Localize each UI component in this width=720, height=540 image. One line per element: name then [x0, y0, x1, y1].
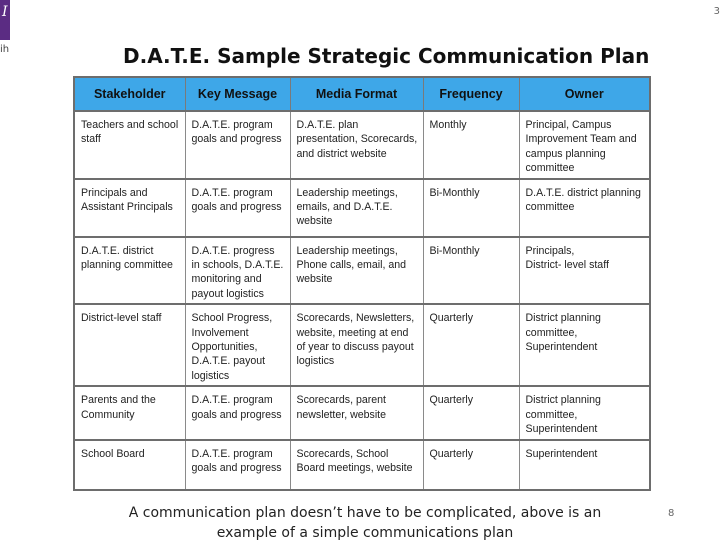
column-header: Stakeholder — [74, 77, 185, 111]
table-cell: District-level staff — [74, 304, 185, 386]
column-header: Key Message — [185, 77, 290, 111]
table-cell: Bi-Monthly — [423, 237, 519, 305]
table-row — [74, 237, 650, 305]
corner-logo-glyph: I — [2, 4, 8, 20]
communication-plan-table — [73, 76, 651, 491]
slide-title: D.A.T.E. Sample Strategic Communication Plan — [123, 44, 650, 68]
table-cell: Teachers and school staff — [74, 111, 185, 179]
table-cell: Superintendent — [519, 440, 650, 490]
table-cell: Scorecards, School Board meetings, website — [290, 440, 423, 490]
table-cell: Leadership meetings, emails, and D.A.T.E. website — [290, 179, 423, 237]
table-cell: Principal, Campus Improvement Team and campus planning committee — [519, 111, 650, 179]
table-cell: Quarterly — [423, 304, 519, 386]
table-cell: D.A.T.E. district planning committee — [519, 179, 650, 237]
table-cell: D.A.T.E. program goals and progress — [185, 440, 290, 490]
column-header: Media Format — [290, 77, 423, 111]
table-cell: D.A.T.E. program goals and progress — [185, 386, 290, 439]
table-cell: Parents and the Community — [74, 386, 185, 439]
table-cell: Principals, District- level staff — [519, 237, 650, 305]
page-number: 8 — [668, 508, 675, 519]
table-cell: Principals and Assistant Principals — [74, 179, 185, 237]
table-cell: D.A.T.E. district planning committee — [74, 237, 185, 305]
table-cell: D.A.T.E. progress in schools, D.A.T.E. monitoring and payout logistics — [185, 237, 290, 305]
table-cell: Leadership meetings, Phone calls, email, and website — [290, 237, 423, 305]
table-cell: D.A.T.E. program goals and progress — [185, 111, 290, 179]
corner-logo-mark — [0, 0, 10, 40]
table-cell: Monthly — [423, 111, 519, 179]
table-header-row — [74, 77, 650, 111]
table-row — [74, 179, 650, 237]
table-cell: District planning committee, Superintendent — [519, 386, 650, 439]
table-cell: Bi-Monthly — [423, 179, 519, 237]
table-cell: School Board — [74, 440, 185, 490]
table-cell: Scorecards, Newsletters, website, meeting at end of year to discuss payout logistics — [290, 304, 423, 386]
column-header: Owner — [519, 77, 650, 111]
slide-caption: A communication plan doesn’t have to be complicated, above is an example of a simple communications plan — [128, 505, 602, 540]
table-row — [74, 111, 650, 179]
table-cell: Scorecards, parent newsletter, website — [290, 386, 423, 439]
table-row — [74, 440, 650, 490]
edge-mark: 3 — [713, 6, 720, 17]
table-cell: School Progress, Involvement Opportunities, D.A.T.E. payout logistics — [185, 304, 290, 386]
table-cell: D.A.T.E. program goals and progress — [185, 179, 290, 237]
corner-sub-text: ih — [0, 44, 10, 55]
table-cell: District planning committee, Superintendent — [519, 304, 650, 386]
table-row — [74, 386, 650, 439]
table-cell: Quarterly — [423, 386, 519, 439]
table-cell: Quarterly — [423, 440, 519, 490]
table-row — [74, 304, 650, 386]
column-header: Frequency — [423, 77, 519, 111]
table-cell: D.A.T.E. plan presentation, Scorecards, and district website — [290, 111, 423, 179]
